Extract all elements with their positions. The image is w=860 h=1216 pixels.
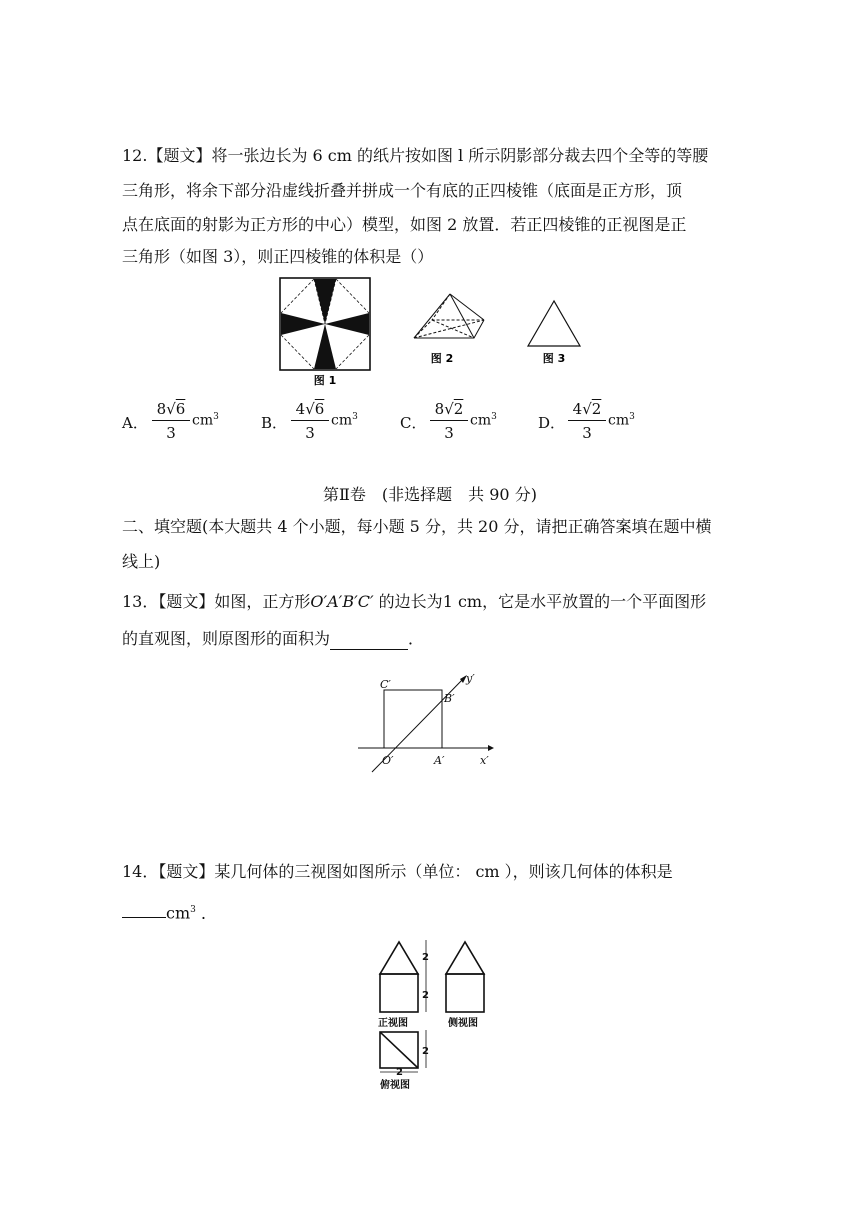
option-d-fraction: $\frac{4√2}{3}$ — [568, 398, 606, 443]
q12-figure-3 — [522, 298, 586, 370]
q13-line-1: 13．【题文】如图，正方形O′A′B′C′ 的边长为1 cm，它是水平放置的一个平面图形 — [122, 592, 707, 611]
top-view-diagonal — [380, 1032, 418, 1068]
dim-top-height: 2 — [422, 1046, 429, 1057]
q12-figure-1 — [276, 276, 376, 390]
label-b: B′ — [444, 692, 455, 705]
section-title: 第Ⅱ卷 (非选择题 共 90 分) — [323, 485, 537, 504]
option-b-fraction: $\frac{4√6}{3}$ — [291, 398, 329, 443]
label-y: y′ — [466, 672, 475, 685]
q13-answer-blank[interactable] — [330, 631, 408, 650]
label-x: x′ — [480, 754, 489, 767]
option-c[interactable]: C． $\frac{8√2}{3}$ $cm^3$ — [400, 400, 497, 442]
label-a: A′ — [434, 754, 445, 767]
front-view-caption: 正视图 — [378, 1018, 408, 1029]
q12-line-2: 三角形，将余下部分沿虚线折叠并拼成一个有底的正四棱锥（底面是正方形，顶 — [122, 181, 683, 200]
q14-line-2: $cm^3$ ． — [122, 899, 217, 924]
q13-figure — [354, 668, 498, 776]
option-c-fraction: $\frac{8√2}{3}$ — [430, 398, 468, 443]
q12-figure-2 — [406, 290, 490, 370]
option-a-fraction: $\frac{8√6}{3}$ — [152, 398, 190, 443]
front-view-square — [380, 974, 418, 1012]
fig3-caption: 图 3 — [542, 352, 566, 365]
q12-line-3: 点在底面的射影为正方形的中心）模型，如图 2 放置．若正四棱锥的正视图是正 — [122, 215, 687, 234]
square-oabc — [384, 690, 442, 748]
label-c: C′ — [380, 678, 391, 691]
q12-line-1: 12.【题文】将一张边长为 6 cm 的纸片按如图 l 所示阴影部分裁去四个全等的等腰 — [122, 146, 709, 165]
q14-three-views — [370, 938, 500, 1094]
top-view-caption: 俯视图 — [380, 1080, 410, 1091]
option-a[interactable]: A． $\frac{8√6}{3}$ $cm^3$ — [122, 400, 219, 442]
label-o: O′ — [382, 754, 394, 767]
section-instructions-line-2: 线上) — [122, 552, 161, 571]
section-instructions-line-1: 二、填空题(本大题共 4 个小题，每小题 5 分，共 20 分，请把正确答案填在题中横 — [122, 517, 712, 536]
side-view-triangle — [446, 942, 484, 974]
side-view-square — [446, 974, 484, 1012]
side-view-caption: 侧视图 — [448, 1018, 478, 1029]
q13-square-name: O′A′B′C′ — [310, 592, 374, 611]
dim-front-top: 2 — [422, 952, 429, 963]
fig1-caption: 图 1 — [313, 374, 337, 387]
fig2-caption: 图 2 — [430, 352, 454, 365]
option-b[interactable]: B． $\frac{4√6}{3}$ $cm^3$ — [261, 400, 358, 442]
q14-line-1: 14．【题文】某几何体的三视图如图所示（单位： cm ），则该几何体的体积是 — [122, 862, 673, 881]
q13-line-2: 的直观图，则原图形的面积为 ． — [122, 629, 425, 648]
option-d[interactable]: D． $\frac{4√2}{3}$ $cm^3$ — [538, 400, 635, 442]
front-view-triangle — [380, 942, 418, 974]
q14-answer-blank[interactable] — [122, 917, 166, 918]
dim-top-width: 2 — [396, 1067, 403, 1078]
dim-front-bottom: 2 — [422, 990, 429, 1001]
q12-line-4: 三角形（如图 3），则正四棱锥的体积是（） — [122, 247, 434, 266]
